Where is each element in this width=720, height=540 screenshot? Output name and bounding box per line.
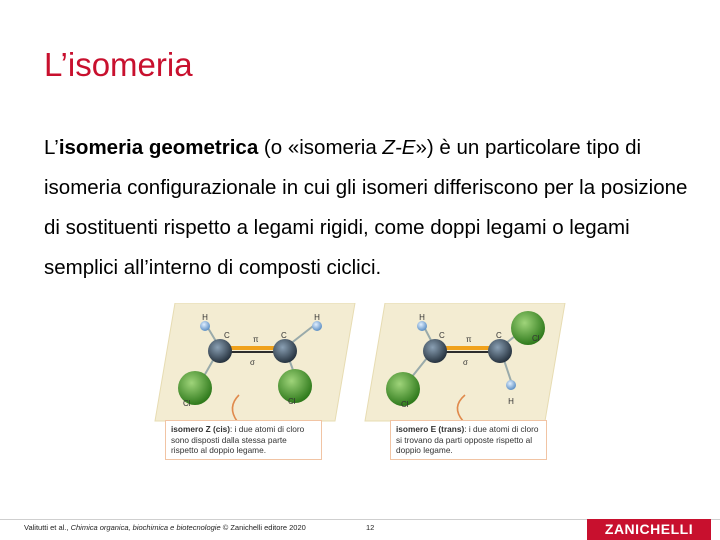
label-cl: Cl — [532, 334, 540, 343]
caption-z-text: : i due atomi di cloro sono disposti dalla stessa parte rispetto al doppio legame. — [171, 424, 305, 455]
chlorine-atom — [511, 311, 545, 345]
label-c: C — [281, 331, 287, 340]
caption-e-name: isomero E (trans) — [396, 424, 465, 434]
label-cl: Cl — [401, 400, 409, 409]
body-text-2: (o «isomeria — [258, 136, 383, 159]
carbon-atom — [488, 339, 512, 363]
hydrogen-atom — [506, 380, 516, 390]
caption-z-name: isomero Z (cis) — [171, 424, 231, 434]
zanichelli-logo: ZANICHELLI — [587, 519, 711, 540]
label-pi: π — [253, 335, 259, 344]
label-h: H — [202, 313, 208, 322]
caption-e-text: : i due atomi di cloro si trovano da parti opposte rispetto al doppio legame. — [396, 424, 539, 455]
footer-credit-authors: Valitutti et al., — [24, 523, 71, 532]
carbon-atom — [273, 339, 297, 363]
hydrogen-atom — [312, 321, 322, 331]
label-sigma: σ — [463, 358, 468, 367]
label-h: H — [419, 313, 425, 322]
page-number: 12 — [366, 523, 375, 532]
label-h: H — [508, 397, 514, 406]
label-c: C — [224, 331, 230, 340]
footer-credit — [24, 523, 306, 532]
label-c: C — [496, 331, 502, 340]
hydrogen-atom — [417, 321, 427, 331]
hydrogen-atom — [200, 321, 210, 331]
isomers-figure — [145, 303, 595, 473]
label-cl: Cl — [288, 397, 296, 406]
caption-z — [165, 420, 322, 460]
body-text-term: isomeria geometrica — [58, 136, 259, 159]
slide-title: L’isomeria — [44, 46, 193, 83]
label-cl: Cl — [183, 399, 191, 408]
isomer-z-panel — [155, 303, 355, 421]
label-sigma: σ — [250, 358, 255, 367]
label-pi: π — [466, 335, 472, 344]
isomer-e-panel — [365, 303, 565, 421]
footer-credit-publisher: © Zanichelli editore 2020 — [220, 523, 306, 532]
label-c: C — [439, 331, 445, 340]
footer-credit-book: Chimica organica, biochimica e biotecnologie — [70, 523, 221, 532]
body-text-1: L’ — [44, 136, 59, 159]
slide-body — [44, 128, 704, 288]
body-text-ze: Z-E — [382, 136, 416, 159]
carbon-atom — [423, 339, 447, 363]
label-h: H — [314, 313, 320, 322]
body-text-3: ») è un particolare tipo di isomeria configurazionale in cui gli isomeri differiscono per la posizione di sostituenti rispetto a legami rigidi, come doppi legami o legami semplici all’interno di composti ciclici. — [44, 136, 688, 279]
caption-e — [390, 420, 547, 460]
carbon-atom — [208, 339, 232, 363]
